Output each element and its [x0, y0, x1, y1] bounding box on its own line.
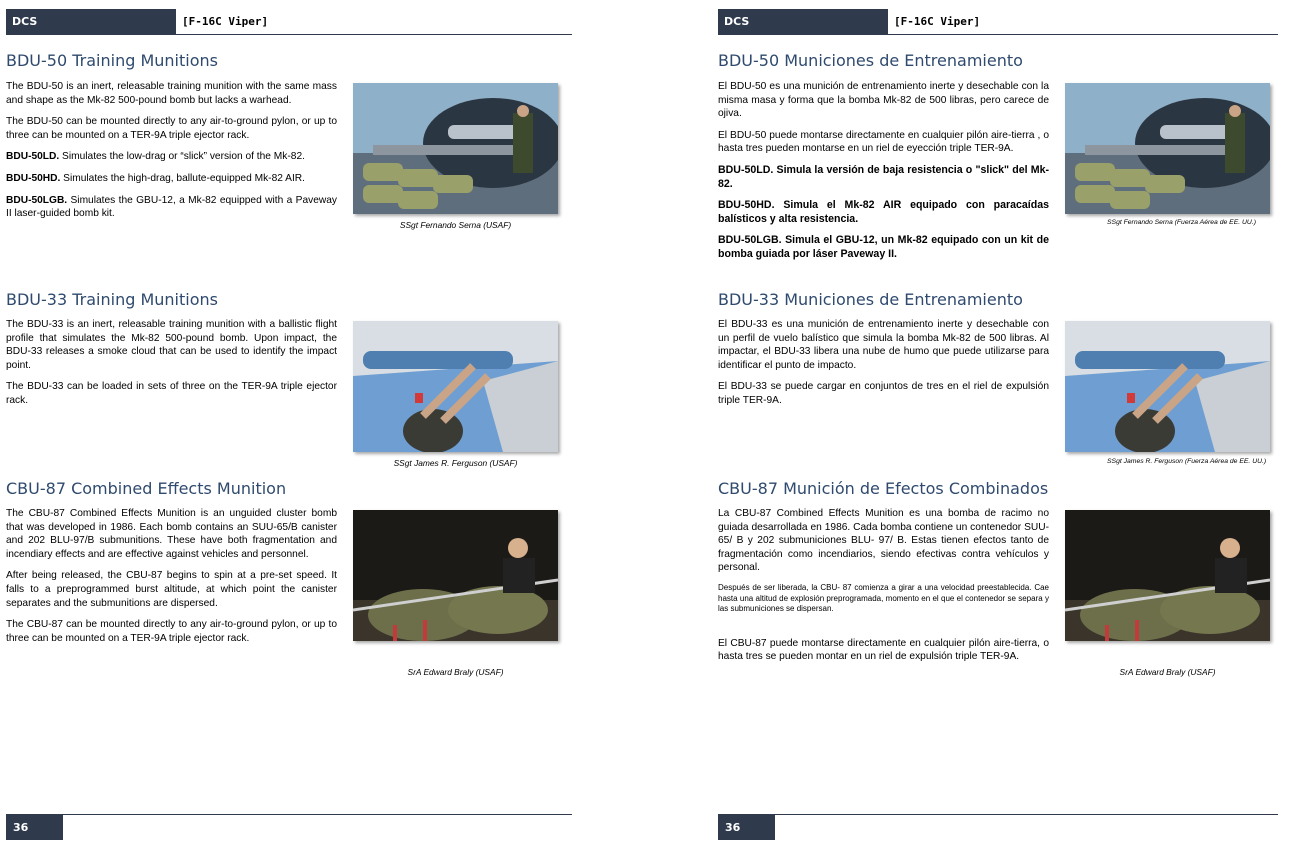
paragraph: The BDU-50 is an inert, releasable training munition with the same mass and shape as the Mk-82 500-pound bomb but lacks a warhead.: [6, 81, 337, 106]
page-number: 36: [718, 815, 775, 840]
photo-bdu33: [353, 321, 558, 452]
photo-cbu87: [353, 510, 558, 641]
page-left: [6, 0, 572, 848]
photo-caption: SSgt Fernando Serna (USAF): [399, 220, 512, 230]
paragraph: The BDU-50 can be mounted directly to any air-to-ground pylon, or up to three can be mounted on a TER-9A triple ejector rack.: [6, 116, 337, 141]
header-brand: DCS: [6, 9, 176, 35]
paragraph-small: Después de ser liberada, la CBU- 87 comienza a girar a una velocidad preestablecida. Cae hasta una altitud de explosión preprogramada, momento en el que el contenedor se separa y las submuniciones se dispersan.: [718, 582, 1049, 614]
page-number: 36: [6, 815, 63, 840]
section-title-cbu87: CBU-87 Munición de Efectos Combinados: [718, 479, 1049, 498]
paragraph: The CBU-87 Combined Effects Munition is an unguided cluster bomb that was developed in 1986. Each bomb contains an SUU-65/B canister and 202 BLU-97/B submunitions. These have both fragmentation and incendiary effects and are effective against vehicles and personnel.: [6, 508, 337, 560]
section-body-cbu87: [718, 507, 1049, 672]
section-body-bdu50: [718, 80, 1049, 270]
section-title-bdu33: BDU-33 Training Munitions: [6, 290, 218, 309]
photo-caption: SSgt James R. Ferguson (USAF): [393, 458, 518, 468]
paragraph: After being released, the CBU-87 begins to spin at a pre-set speed. It falls to a preprogrammed burst altitude, at which point the canister separates and the submunitions are dispersed.: [6, 570, 337, 609]
paragraph: El CBU-87 puede montarse directamente en cualquier pilón aire-tierra, o hasta tres se pueden montar en un riel de expulsión triple TER-9A.: [718, 637, 1049, 663]
definition-item: BDU-50HD. Simulates the high-drag, ballute-equipped Mk-82 AIR.: [6, 172, 305, 184]
photo-bdu50: [353, 83, 558, 214]
paragraph: La CBU-87 Combined Effects Munition es una bomba de racimo no guiada desarrollada en 1986. Cada bomba contiene un contenedor SUU- 65/ B y 202 submuniciones BLU- 97/ B. Estas tienen efectos tanto de fragmentación como incendiarios, siendo efectivas contra vehículos y personal.: [718, 508, 1049, 574]
definition-item: BDU-50HD. Simula el Mk-82 AIR equipado con paracaídas balísticos y alta resistencia.: [718, 199, 1049, 225]
section-body-cbu87: [6, 507, 337, 653]
header-title: [F-16C Viper]: [182, 15, 269, 28]
paragraph: The BDU-33 can be loaded in sets of three on the TER-9A triple ejector rack.: [6, 381, 337, 406]
header-rule: [6, 34, 572, 35]
photo-bdu50: [1065, 83, 1270, 214]
paragraph: The BDU-33 is an inert, releasable training munition with a ballistic flight profile that simulates the Mk-82 500-pound bomb. Upon impact, the BDU-33 releases a smoke cloud that can be used to identify the impact point.: [6, 319, 337, 371]
section-body-bdu33: [6, 318, 337, 416]
footer-rule: [718, 814, 1278, 815]
paragraph: El BDU-33 se puede cargar en conjuntos de tres en el riel de expulsión triple TER-9A.: [718, 381, 1049, 406]
photo-bdu33: [1065, 321, 1270, 452]
photo-caption: SSgt Fernando Serna (Fuerza Aérea de EE. UU.): [1107, 219, 1256, 226]
section-title-bdu33: BDU-33 Municiones de Entrenamiento: [718, 290, 1023, 309]
definition-item: BDU-50LGB. Simulates the GBU-12, a Mk-82 equipped with a Paveway II laser-guided bomb kit.: [6, 194, 337, 220]
photo-caption: SrA Edward Braly (USAF): [1119, 667, 1216, 677]
photo-caption: SrA Edward Braly (USAF): [407, 667, 504, 677]
section-title-bdu50: BDU-50 Municiones de Entrenamiento: [718, 51, 1023, 70]
footer-rule: [6, 814, 572, 815]
photo-caption: SSgt James R. Ferguson (Fuerza Aérea de EE. UU.): [1107, 458, 1267, 465]
section-body-bdu33: [718, 318, 1049, 416]
definition-item: BDU-50LD. Simulates the low-drag or “slick” version of the Mk-82.: [6, 151, 305, 163]
section-body-bdu50: [6, 80, 337, 229]
header-title: [F-16C Viper]: [894, 15, 981, 28]
header-rule: [718, 34, 1278, 35]
paragraph: The CBU-87 can be mounted directly to any air-to-ground pylon, or up to three can be mounted on a TER-9A triple ejector rack.: [6, 619, 337, 644]
definition-item: BDU-50LGB. Simula el GBU-12, un Mk-82 equipado con un kit de bomba guiada por láser Paveway II.: [718, 234, 1049, 260]
section-title-bdu50: BDU-50 Training Munitions: [6, 51, 218, 70]
paragraph: El BDU-50 puede montarse directamente en cualquier pilón aire-tierra , o hasta tres pueden montarse en un riel de eyección triple TER-9A.: [718, 129, 1049, 155]
section-title-cbu87: CBU-87 Combined Effects Munition: [6, 479, 287, 498]
paragraph: El BDU-33 es una munición de entrenamiento inerte y desechable con un perfil de vuelo balístico que simula la bomba Mk-82 de 500 libras. Al impactar, el BDU-33 libera una nube de humo que puede utilizarse para identificar el punto de impacto.: [718, 319, 1049, 371]
photo-cbu87: [1065, 510, 1270, 641]
definition-item: BDU-50LD. Simula la versión de baja resistencia o "slick" del Mk-82.: [718, 163, 1049, 190]
page-right: [718, 0, 1278, 848]
paragraph: El BDU-50 es una munición de entrenamiento inerte y desechable con la misma masa y forma que la bomba Mk-82 de 500 libras, pero carece de ojiva.: [718, 81, 1049, 120]
header-brand: DCS: [718, 9, 888, 35]
